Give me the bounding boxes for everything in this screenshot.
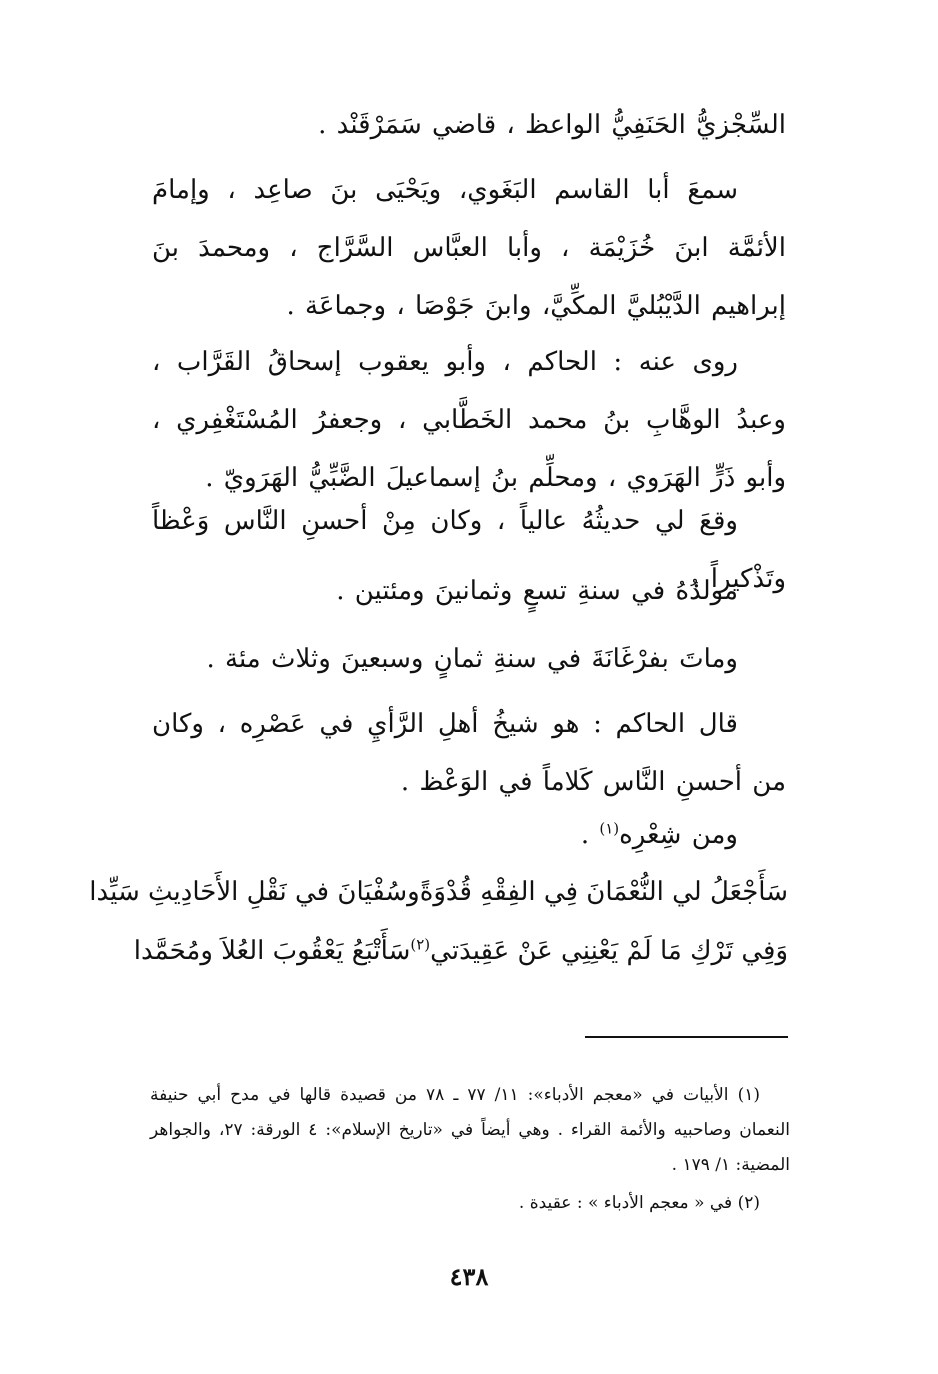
- footnote-2: (٢) في « معجم الأدباء » : عقيدة .: [518, 1193, 760, 1213]
- verse-1-second-hemistich: وسُفْيَانَ في نَقْلِ الأَحَادِيثِ سَيِّدا: [89, 877, 420, 907]
- verse-2-second-hemistich: سَأَتْبَعُ يَعْقُوبَ العُلاَ ومُحَمَّدا: [133, 936, 411, 966]
- footnote-ref-1: (١): [599, 819, 620, 838]
- paragraph-3: روى عنه : الحاكم ، وأبو يعقوب إسحاقُ القَرَّاب ، وعبدُ الوهَّابِ بنُ محمد الخَطَّابي ، وجعفرُ المُسْتَغْفِري ، وأبو ذَرٍّ الهَرَوي ، ومحلِّم بنُ إسماعيلَ الضَّبِّيُّ الهَرَويّ .: [152, 347, 786, 493]
- paragraph-6: وماتَ بفرْغَانَةَ في سنةِ ثمانٍ وسبعينَ وثلاث مئة .: [206, 644, 738, 674]
- verse-2-first-text: وَفِي تَرْكِ مَا لَمْ يَعْنِنِي عَنْ عَقِيدَتي: [430, 936, 788, 966]
- paragraph-5: مولدُهُ في سنةِ تسعٍ وثمانينَ ومئتين .: [336, 576, 738, 606]
- paragraph-1: السِّجْزيُّ الحَنَفِيُّ الواعظ ، قاضي سَمَرْقَنْد .: [318, 110, 786, 140]
- poetry-intro: ومن شِعْرِه: [619, 820, 738, 850]
- footnote-ref-2: (٢): [410, 935, 431, 954]
- page-number: ٤٣٨: [449, 1262, 489, 1291]
- verse-1-first-hemistich: [420, 877, 788, 907]
- footnote-1: (١) الأبيات في «معجم الأدباء»: ١١/ ٧٧ ـ ٧٨ من قصيدة قالها في مدح أبي حنيفة النعمان وصاحبيه والأئمة القراء . وهي أيضاً في «تاريخ الإسلام»: ٤ الورقة: ٢٧، والجواهر المضية: ١/ ١٧٩ .: [150, 1085, 791, 1175]
- verse-1-first-text: سَأَجْعَلُ لي النُّعْمَانَ فِي الفِقْهِ قُدْوَةً: [419, 877, 788, 907]
- verse-2-first-hemistich: [410, 936, 788, 966]
- verse-line-1: [89, 863, 788, 921]
- verse-line-2: [133, 922, 788, 980]
- paragraph-8: [152, 806, 786, 864]
- poetry-intro-end: .: [580, 820, 600, 850]
- paragraph-2: سمعَ أبا القاسم البَغَوي، ويَحْيَى بنَ صاعِد ، وإمامَ الأئمَّة ابنَ خُزَيْمَة ، وأبا العبَّاس السَّرَّاج ، ومحمدَ بنَ إبراهيم الدَّيْبُليَّ المكِّيَّ، وابنَ جَوْصَا ، وجماعَة .: [152, 175, 786, 321]
- footnote-separator: [585, 1036, 788, 1038]
- paragraph-4: وقعَ لي حديثُهُ عالياً ، وكان مِنْ أحسنِ النَّاس وَعْظاً وتَذْكيراً .: [152, 506, 786, 594]
- paragraph-7: قال الحاكم : هو شيخُ أهلِ الرَّأيِ في عَصْرِه ، وكان من أحسنِ النَّاس كَلاماً في الوَعْظ .: [152, 709, 786, 797]
